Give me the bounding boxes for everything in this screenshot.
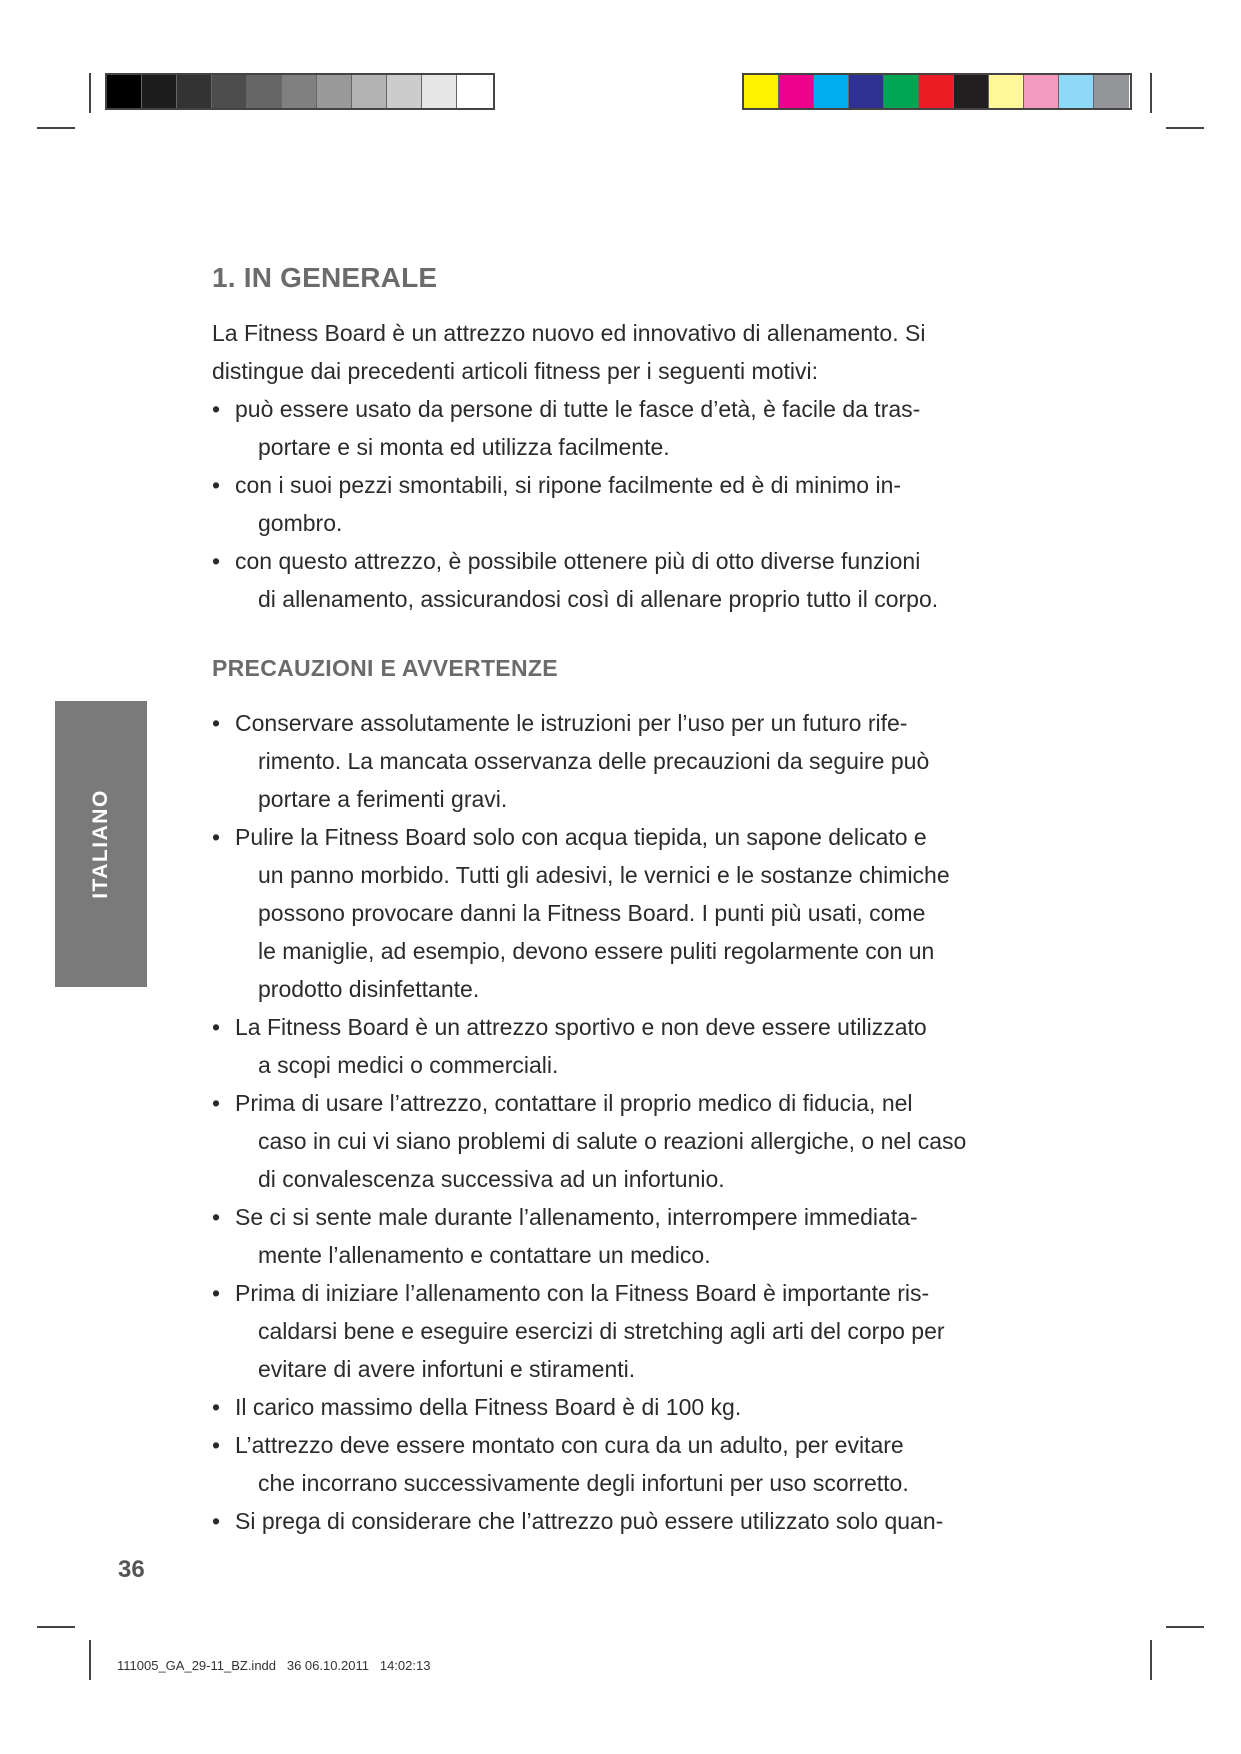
- color-swatch: [142, 75, 177, 108]
- list-item-line: • Il carico massimo della Fitness Board è di 100 kg.: [235, 1394, 742, 1420]
- list-item-line: • Se ci si sente male durante l’allenamento, interrompere immediata-: [235, 1204, 918, 1230]
- color-swatch: [884, 75, 919, 108]
- list-item-line: • L’attrezzo deve essere montato con cura da un adulto, per evitare: [235, 1432, 904, 1458]
- color-swatch: [849, 75, 884, 108]
- crop-mark-bottom-left-h: [37, 1626, 75, 1628]
- main-content: [212, 262, 1072, 1540]
- list-item-line: • con questo attrezzo, è possibile ottenere più di otto diverse funzioni: [235, 548, 921, 574]
- color-swatch: [247, 75, 282, 108]
- crop-mark-bottom-left-v: [89, 1640, 91, 1680]
- intro-line: La Fitness Board è un attrezzo nuovo ed innovativo di allenamento. Si: [212, 320, 926, 346]
- list-item-line: • Conservare assolutamente le istruzioni per l’uso per un futuro rife-: [235, 710, 908, 736]
- color-swatch: [989, 75, 1024, 108]
- section-title-general: 1. IN GENERALE: [212, 262, 438, 293]
- color-swatch: [422, 75, 457, 108]
- list-item-line: • Prima di iniziare l’allenamento con la Fitness Board è importante ris-: [235, 1280, 930, 1306]
- list-item-line: • La Fitness Board è un attrezzo sportivo e non deve essere utilizzato: [235, 1014, 927, 1040]
- list-item-line: portare e si monta ed utilizza facilmente.: [258, 434, 670, 460]
- list-item: [212, 466, 1072, 542]
- list-item-line: • Si prega di considerare che l’attrezzo può essere utilizzato solo quan-: [235, 1508, 944, 1534]
- color-swatch: [177, 75, 212, 108]
- features-list: [212, 390, 1072, 618]
- crop-mark-bottom-right-v: [1150, 1640, 1152, 1680]
- list-item: [212, 542, 1072, 618]
- cmyk-color-bar: [742, 73, 1132, 110]
- list-item: [212, 1274, 1072, 1388]
- list-item: [212, 390, 1072, 466]
- crop-mark-top-left-v: [89, 73, 91, 113]
- color-swatch: [814, 75, 849, 108]
- language-side-tab: [55, 701, 147, 987]
- color-swatch: [954, 75, 989, 108]
- crop-mark-bottom-right-h: [1166, 1626, 1204, 1628]
- color-swatch: [1094, 75, 1129, 108]
- color-swatch: [212, 75, 247, 108]
- color-swatch: [387, 75, 422, 108]
- list-item-line: evitare di avere infortuni e stiramenti.: [258, 1356, 636, 1382]
- footer-slug: 111005_GA_29-11_BZ.indd 36 06.10.2011 14:02:13: [117, 1658, 431, 1673]
- list-item-line: mente l’allenamento e contattare un medico.: [258, 1242, 711, 1268]
- list-item-line: portare a ferimenti gravi.: [258, 786, 508, 812]
- list-item: [212, 1198, 1072, 1274]
- list-item: [212, 1388, 1072, 1426]
- crop-mark-top-left-h: [37, 127, 75, 129]
- list-item-line: • con i suoi pezzi smontabili, si ripone facilmente ed è di minimo in-: [235, 472, 902, 498]
- list-item-line: un panno morbido. Tutti gli adesivi, le vernici e le sostanze chimiche: [258, 862, 950, 888]
- list-item: [212, 704, 1072, 818]
- list-item-line: a scopi medici o commerciali.: [258, 1052, 559, 1078]
- color-swatch: [1059, 75, 1094, 108]
- list-item-line: di convalescenza successiva ad un infortunio.: [258, 1166, 725, 1192]
- list-item: [212, 1502, 1072, 1540]
- page-number: 36: [118, 1556, 145, 1583]
- color-swatch: [744, 75, 779, 108]
- list-item-line: possono provocare danni la Fitness Board. I punti più usati, come: [258, 900, 926, 926]
- list-item: [212, 1008, 1072, 1084]
- color-swatch: [1024, 75, 1059, 108]
- color-swatch: [317, 75, 352, 108]
- list-item-line: • Prima di usare l’attrezzo, contattare il proprio medico di fiducia, nel: [235, 1090, 913, 1116]
- intro-paragraph: [212, 314, 1072, 390]
- crop-mark-top-right-h: [1166, 127, 1204, 129]
- color-swatch: [919, 75, 954, 108]
- list-item-line: di allenamento, assicurandosi così di allenare proprio tutto il corpo.: [258, 586, 939, 612]
- intro-line: distingue dai precedenti articoli fitness per i seguenti motivi:: [212, 358, 818, 384]
- list-item: [212, 1426, 1072, 1502]
- grayscale-color-bar: [105, 73, 495, 110]
- color-swatch: [352, 75, 387, 108]
- section-title-precautions: PRECAUZIONI E AVVERTENZE: [212, 655, 558, 681]
- list-item-line: • può essere usato da persone di tutte le fasce d’età, è facile da tras-: [235, 396, 921, 422]
- list-item-line: che incorrano successivamente degli infortuni per uso scorretto.: [258, 1470, 909, 1496]
- language-label: ITALIANO: [89, 789, 112, 899]
- color-swatch: [779, 75, 814, 108]
- crop-mark-top-right-v: [1150, 73, 1152, 113]
- list-item: [212, 818, 1072, 1008]
- list-item-line: le maniglie, ad esempio, devono essere puliti regolarmente con un: [258, 938, 935, 964]
- list-item-line: caso in cui vi siano problemi di salute o reazioni allergiche, o nel caso: [258, 1128, 967, 1154]
- list-item-line: gombro.: [258, 510, 343, 536]
- list-item-line: prodotto disinfettante.: [258, 976, 480, 1002]
- color-swatch: [457, 75, 492, 108]
- color-swatch: [282, 75, 317, 108]
- list-item: [212, 1084, 1072, 1198]
- list-item-line: caldarsi bene e eseguire esercizi di stretching agli arti del corpo per: [258, 1318, 945, 1344]
- list-item-line: rimento. La mancata osservanza delle precauzioni da seguire può: [258, 748, 930, 774]
- precautions-list: [212, 704, 1072, 1540]
- color-swatch: [107, 75, 142, 108]
- list-item-line: • Pulire la Fitness Board solo con acqua tiepida, un sapone delicato e: [235, 824, 927, 850]
